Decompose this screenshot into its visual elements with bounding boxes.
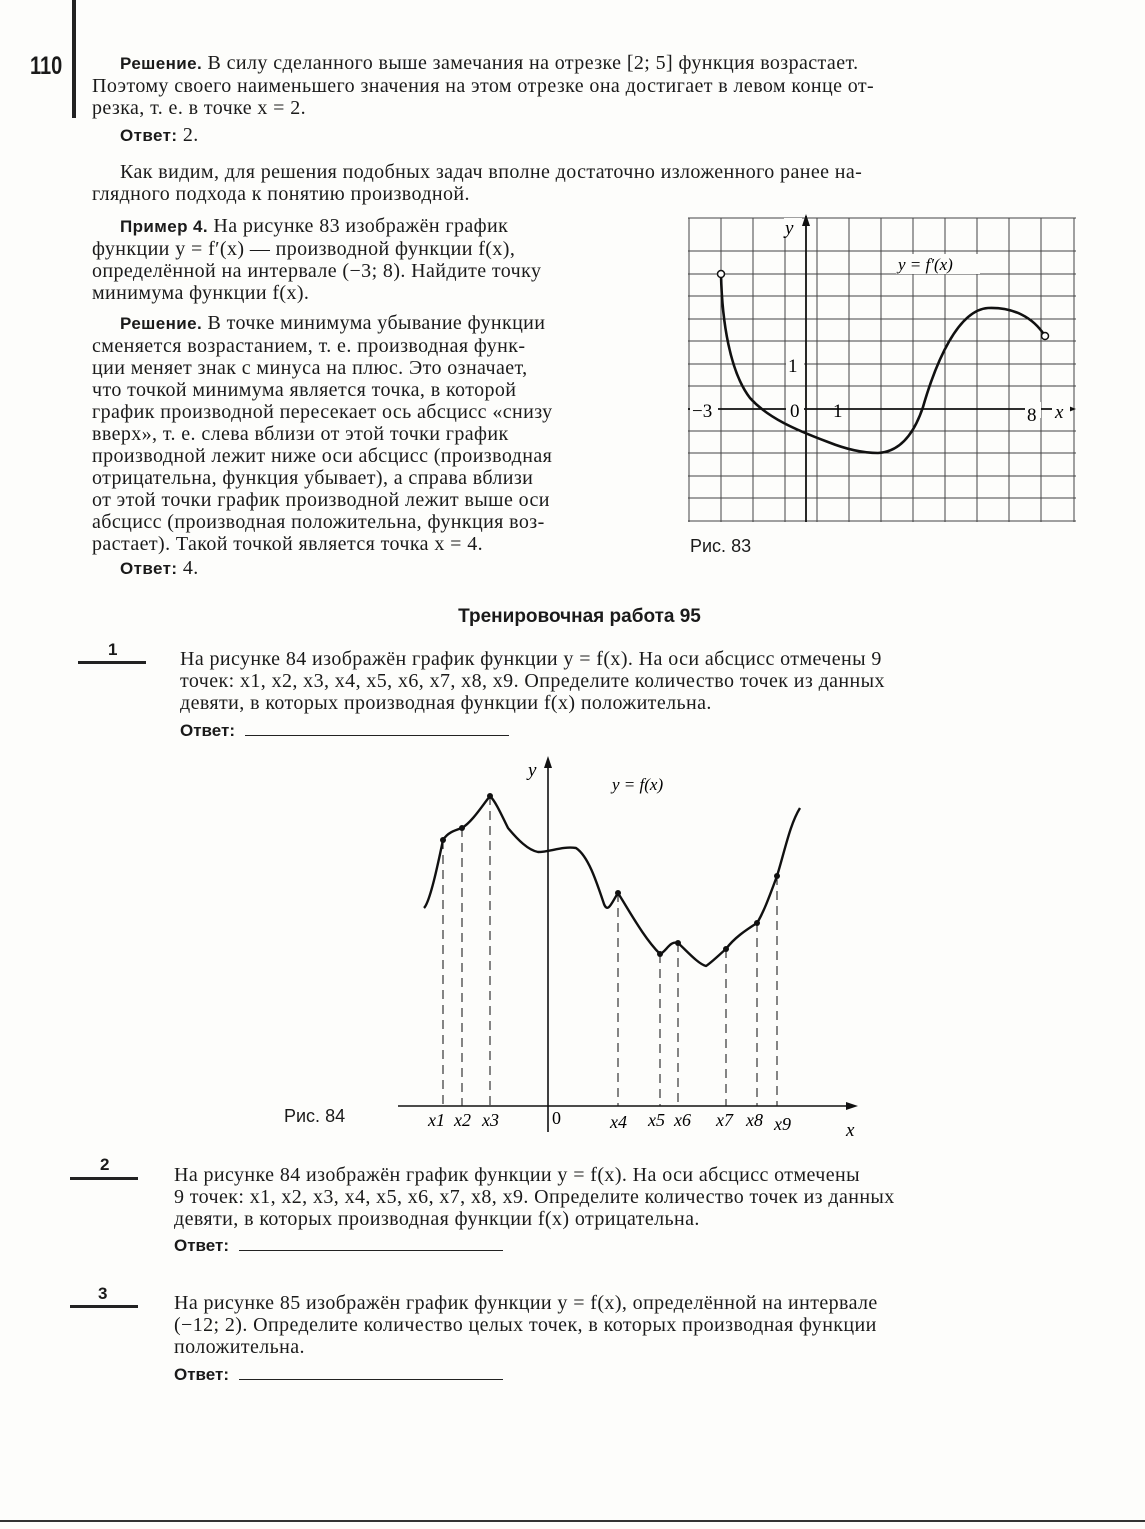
solution-line: ции меняет знак с минуса на плюс. Это означает, (92, 357, 528, 379)
curve-label: y = f(x) (612, 775, 664, 794)
solution-label: Решение. (120, 314, 203, 333)
section-title: Тренировочная работа 95 (458, 606, 701, 627)
answer-1 (120, 124, 199, 147)
example-line: определённой на интервале (−3; 8). Найдите точку (92, 260, 542, 282)
point-label-x5: x5 (648, 1110, 665, 1130)
figure-83 (688, 212, 1078, 532)
remark-line: глядного подхода к понятию производной. (92, 183, 470, 205)
solution-line: Решение. В точке минимума убывание функции (120, 312, 546, 334)
answer-input-line[interactable] (239, 1236, 503, 1251)
remark (92, 161, 1074, 205)
open-endpoint-left (718, 271, 725, 278)
answer-label: Ответ: (120, 559, 178, 578)
y-axis-label: y (785, 218, 794, 239)
grid (688, 218, 1076, 522)
remark-line: Как видим, для решения подобных задач вполне достаточно изложенного ранее на- (120, 161, 863, 183)
solution-line: отрицательна, функция убывает), а справа вблизи (92, 467, 534, 489)
tick-label-neg3: −3 (692, 401, 713, 422)
point-label-x1: x1 (428, 1110, 445, 1130)
solution-line: производной лежит ниже оси абсцисс (производная (92, 445, 553, 467)
point-label-x6: x6 (674, 1110, 691, 1130)
example-line: Пример 4. На рисунке 83 изображён график (120, 215, 509, 237)
task-3-answer (174, 1365, 503, 1385)
example-line: функции y = f′(x) — производной функции f(x), (92, 238, 516, 260)
task-line: (−12; 2). Определите количество целых точек, в которых производная функции (174, 1314, 877, 1336)
example-4 (92, 215, 662, 304)
solution-line: что точкой минимума является точка, в которой (92, 379, 517, 401)
answer-value: 4. (182, 557, 199, 579)
figure-84 (390, 752, 870, 1142)
curve-label: y = f′(x) (898, 255, 953, 274)
solution-intro-line: Поэтому своего наименьшего значения на этом отрезке она достигает в левом конце от- (92, 75, 875, 97)
tick-label-zero: 0 (790, 401, 800, 422)
origin-label: 0 (552, 1108, 561, 1128)
solution-4 (92, 312, 662, 555)
task-line: положительна. (174, 1336, 305, 1358)
point-label-x7: x7 (716, 1110, 733, 1130)
solution-line: абсцисс (производная положительна, функция воз- (92, 511, 545, 533)
task-line: На рисунке 85 изображён график функции y = f(x), определённой на интервале (174, 1292, 878, 1314)
task-1-text (180, 648, 1070, 714)
figure-83-caption: Рис. 83 (690, 536, 752, 556)
function-curve (424, 796, 800, 966)
answer-label: Ответ: (120, 126, 178, 145)
task-number: 2 (100, 1155, 110, 1174)
y-axis-arrow (544, 756, 552, 768)
example-label: Пример 4. (120, 217, 208, 236)
tick-label-one-x: 1 (833, 401, 843, 422)
answer-input-line[interactable] (239, 1365, 503, 1380)
task-number: 3 (98, 1284, 108, 1303)
task-number-underline (70, 1177, 138, 1180)
task-line: точек: x1, x2, x3, x4, x5, x6, x7, x8, x9. Определите количество точек из данных (180, 670, 885, 692)
solution-line: растает). Такой точкой является точка x = 4. (92, 533, 483, 555)
y-axis-arrow (802, 214, 810, 226)
task-number-underline (70, 1305, 138, 1308)
tick-label-eight: 8 (1027, 405, 1037, 426)
task-3-text (174, 1292, 1066, 1358)
answer-4 (120, 557, 199, 580)
solution-intro-line: резка, т. е. в точке x = 2. (92, 97, 307, 119)
solution-intro (92, 52, 1074, 119)
point-labels (427, 1110, 791, 1134)
task-number-underline (78, 661, 146, 664)
point-label-x8: x8 (746, 1110, 763, 1130)
figure-84-caption: Рис. 84 (284, 1106, 346, 1126)
solution-line: сменяется возрастанием, т. е. производная функ- (92, 335, 526, 357)
x-axis-label: x (846, 1120, 855, 1141)
task-1-answer (180, 721, 509, 741)
marked-points (440, 793, 780, 957)
y-axis-label: y (528, 760, 537, 781)
open-endpoint-right (1042, 333, 1049, 340)
task-line: 9 точек: x1, x2, x3, x4, x5, x6, x7, x8, x9. Определите количество точек из данных (174, 1186, 895, 1208)
point-label-x2: x2 (454, 1110, 471, 1130)
solution-line: от этой точки график производной лежит выше оси (92, 489, 550, 511)
task-line: девяти, в которых производная функции f(x) отрицательна. (174, 1208, 700, 1230)
point-label-x3: x3 (482, 1110, 499, 1130)
tick-label-one-y: 1 (788, 356, 798, 377)
answer-value: 2. (182, 124, 199, 146)
answer-label: Ответ: (180, 721, 235, 740)
solution-line: вверх», т. е. слева вблизи от этой точки график (92, 423, 509, 445)
task-line: девяти, в которых производная функции f(x) положительна. (180, 692, 712, 714)
task-line: На рисунке 84 изображён график функции y = f(x). На оси абсцисс отмечены 9 (180, 648, 882, 670)
point-label-x4: x4 (610, 1112, 627, 1132)
task-number: 1 (108, 640, 118, 659)
answer-label: Ответ: (174, 1236, 229, 1255)
answer-label: Ответ: (174, 1365, 229, 1384)
answer-input-line[interactable] (245, 721, 509, 736)
point-label-x9: x9 (774, 1114, 791, 1134)
task-line: На рисунке 84 изображён график функции y = f(x). На оси абсцисс отмечены (174, 1164, 860, 1186)
example-line: минимума функции f(x). (92, 282, 310, 304)
solution-line: график производной пересекает ось абсцисс «снизу (92, 401, 553, 423)
margin-bar (72, 0, 76, 118)
x-axis-label: x (1055, 402, 1064, 423)
x-axis-arrow (846, 1102, 858, 1110)
task-2-text (174, 1164, 1066, 1230)
page-bottom-edge (0, 1520, 1145, 1522)
page-number: 110 (30, 52, 63, 80)
task-2-answer (174, 1236, 503, 1256)
solution-intro-line: Решение. В силу сделанного выше замечания на отрезке [2; 5] функция возрастает. (120, 52, 859, 74)
solution-label: Решение. (120, 54, 203, 73)
